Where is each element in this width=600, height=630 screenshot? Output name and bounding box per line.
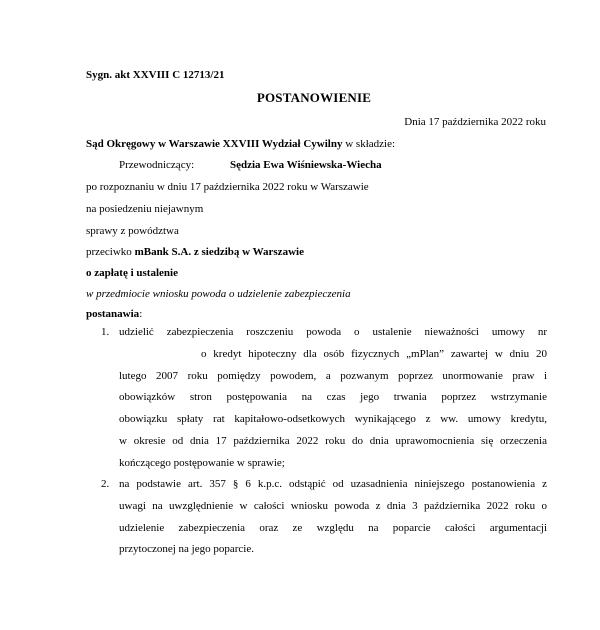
item-2-number: 2. xyxy=(101,478,110,490)
item-1-line: udzielić zabezpieczenia roszczeniu powoda o ustalenie nieważności umowy nr xyxy=(119,326,547,338)
item-2-line: przytoczonej na jego poparcie. xyxy=(119,543,254,556)
composition-suffix: w składzie: xyxy=(342,138,396,150)
item-2-line: na podstawie art. 357 § 6 k.p.c. odstąpić od uzasadnienia niniejszego postanowienia z xyxy=(119,478,547,490)
document-title: POSTANOWIENIE xyxy=(256,90,372,105)
decision-line xyxy=(86,307,142,321)
item-1-line: obowiązku spłaty rat kapitałowo-odsetkowych wynikającego z ww. umowy kredytu, xyxy=(119,413,547,426)
court-name: Sąd Okręgowy w Warszawie XXVIII Wydział Cywilny xyxy=(86,138,343,150)
item-1-line: w okresie od dnia 17 października 2022 roku do dnia uprawomocnienia się orzeczenia xyxy=(119,434,547,447)
case-signature: Sygn. akt XXVIII C 12713/21 xyxy=(86,69,225,81)
item-1-line: o kredyt hipoteczny dla osób fizycznych „mPlan” zawartej w dniu 20 xyxy=(201,347,547,360)
item-1-line: kończącego postępowanie w sprawie; xyxy=(119,456,285,469)
presiding-label: Przewodniczący: xyxy=(119,159,195,171)
decision-word: postanawia xyxy=(86,308,140,320)
intro-line-4 xyxy=(86,245,304,259)
item-2-line: udzielenie zabezpieczenia oraz ze względu na poparcie całości argumentacji xyxy=(119,521,547,534)
motion-subject: w przedmiocie wniosku powoda o udzielenie zabezpieczenia xyxy=(86,288,351,300)
item-1-line: obowiązków stron postępowania na czas jego trwania poprzez wstrzymanie xyxy=(119,391,547,404)
court-composition xyxy=(86,137,395,151)
item-1-text xyxy=(119,322,547,475)
intro-line-2: na posiedzeniu niejawnym xyxy=(86,203,204,215)
decision-colon: : xyxy=(139,308,143,320)
intro-line-3: sprawy z powództwa xyxy=(86,225,179,237)
item-1-line: lutego 2007 roku pomiędzy powodem, a pozwanym poprzez unormowanie praw i xyxy=(119,369,547,382)
item-2-text xyxy=(119,474,547,561)
subject-line: o zapłatę i ustalenie xyxy=(86,267,178,279)
against-prefix: przeciwko xyxy=(86,246,135,258)
presiding-judge: Sędzia Ewa Wiśniewska-Wiecha xyxy=(230,159,382,171)
defendant-name: mBank S.A. z siedzibą w Warszawie xyxy=(134,246,304,258)
intro-line-1: po rozpoznaniu w dniu 17 października 2022 roku w Warszawie xyxy=(86,181,369,193)
date-line: Dnia 17 października 2022 roku xyxy=(404,116,546,128)
item-1-number: 1. xyxy=(101,326,110,338)
item-2-line: uwagi na uwzględnienie w całości wniosku powoda z dnia 3 października 2022 roku o xyxy=(119,499,547,512)
